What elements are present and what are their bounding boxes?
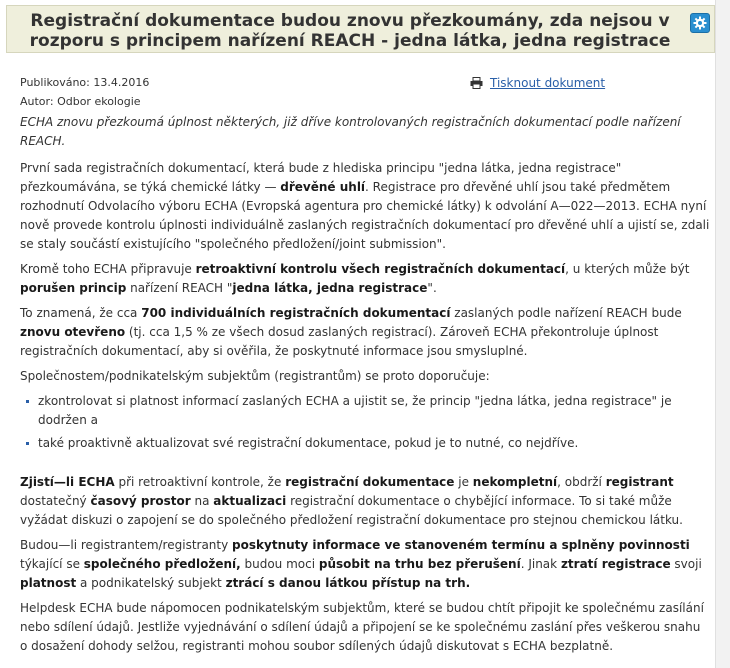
article-title xyxy=(17,11,683,51)
lead-paragraph: ECHA znovu přezkoumá úplnost některých, již dříve kontrolovaných registračních dokumentací podle nařízení REACH. xyxy=(20,115,681,148)
published-date: Publikováno: 13.4.2016 xyxy=(20,76,150,89)
paragraph-obligations: Budou—li registrantem/registranty poskytnuty informace ve stanoveném termínu a splněny povinnosti týkající se společného předložení, budou moci působit na trhu bez přerušení. Jinak ztratí registrace svoji platnost a podnikatelský subjekt ztrácí s danou látkou přístup na trh. xyxy=(20,538,702,590)
list-item: zkontrolovat si platnost informací zaslaných ECHA a ujistit se, že princip "jedna látka, jedna registrace" je dodržen a xyxy=(26,392,710,430)
paragraph-retroactive: Kromě toho ECHA připravuje retroaktivní kontrolu všech registračních dokumentací, u kterých může být porušen princip nařízení REACH "jedna látka, jedna registrace". xyxy=(20,262,690,295)
settings-button[interactable] xyxy=(690,13,710,33)
title-line-1: Registrační dokumentace budou znovu přezkoumány, zda nejsou v xyxy=(30,11,670,31)
vertical-scrollbar[interactable] xyxy=(715,0,730,668)
printer-icon xyxy=(470,77,483,89)
paragraph-700-dossiers: To znamená, že cca 700 individuálních registračních dokumentací zaslaných podle nařízení REACH bude znovu otevřeno (tj. cca 1,5 % ze všech dosud zaslaných registrací). Zároveň ECHA překontroluje úplnost registračních dokumentací, aby si ověřila, že poskytnuté informace jsou smysluplné. xyxy=(20,306,682,358)
title-line-2: rozporu s principem nařízení REACH - jedna látka, jedna registrace xyxy=(29,31,671,51)
recommendation-list xyxy=(20,392,710,453)
paragraph-helpdesk: Helpdesk ECHA bude nápomocen podnikatelským subjektům, které se budou chtít připojit ke společnému zasílání nebo sdílení údajů. Jestliže vyjednávání o sdílení údajů a připojení se ke společnému zaslání přes veškerou snahu o dosažení dohody selžou, registranti mohou soubor sdílených údajů diskutovat s ECHA bezplatně. xyxy=(20,601,704,653)
author: Autor: Odbor ekologie xyxy=(20,95,141,108)
article-body xyxy=(20,113,710,662)
paragraph-recommendation: Společnostem/podnikatelským subjektům (registrantům) se proto doporučuje: xyxy=(20,369,490,383)
print-document-label: Tisknout dokument xyxy=(490,76,606,90)
print-document-link[interactable] xyxy=(470,75,605,91)
list-item: také proaktivně aktualizovat své registrační dokumentace, pokud je to nutné, co nejdříve. xyxy=(26,434,710,453)
article-title-box xyxy=(6,5,715,53)
paragraph-charcoal: První sada registračních dokumentací, která bude z hlediska principu "jedna látka, jedna registrace" přezkoumávána, se týká chemické látky — dřevěné uhlí. Registrace pro dřevěné uhlí jsou také předmětem rozhodnutí Odvolacího výboru ECHA (Evropská agentura pro chemické látky) k odvolání A—022—2013. ECHA nyní nově provede kontrolu úplnosti individuálně zaslaných registračních dokumentací pro dřevěné uhlí a ujistí se, zdali se staly součástí existujícího "společného předložení/joint submission". xyxy=(20,161,710,251)
paragraph-incomplete: Zjistí—li ECHA při retroaktivní kontrole, že registrační dokumentace je nekompletní, obdrží registrant dostatečný časový prostor na aktualizaci registrační dokumentace o chybějící informace. To si také může vyžádat diskuzi o zapojení se do společného předložení registrační dokumentace pro stejnou chemickou látku. xyxy=(20,475,683,527)
gear-icon xyxy=(693,16,707,30)
